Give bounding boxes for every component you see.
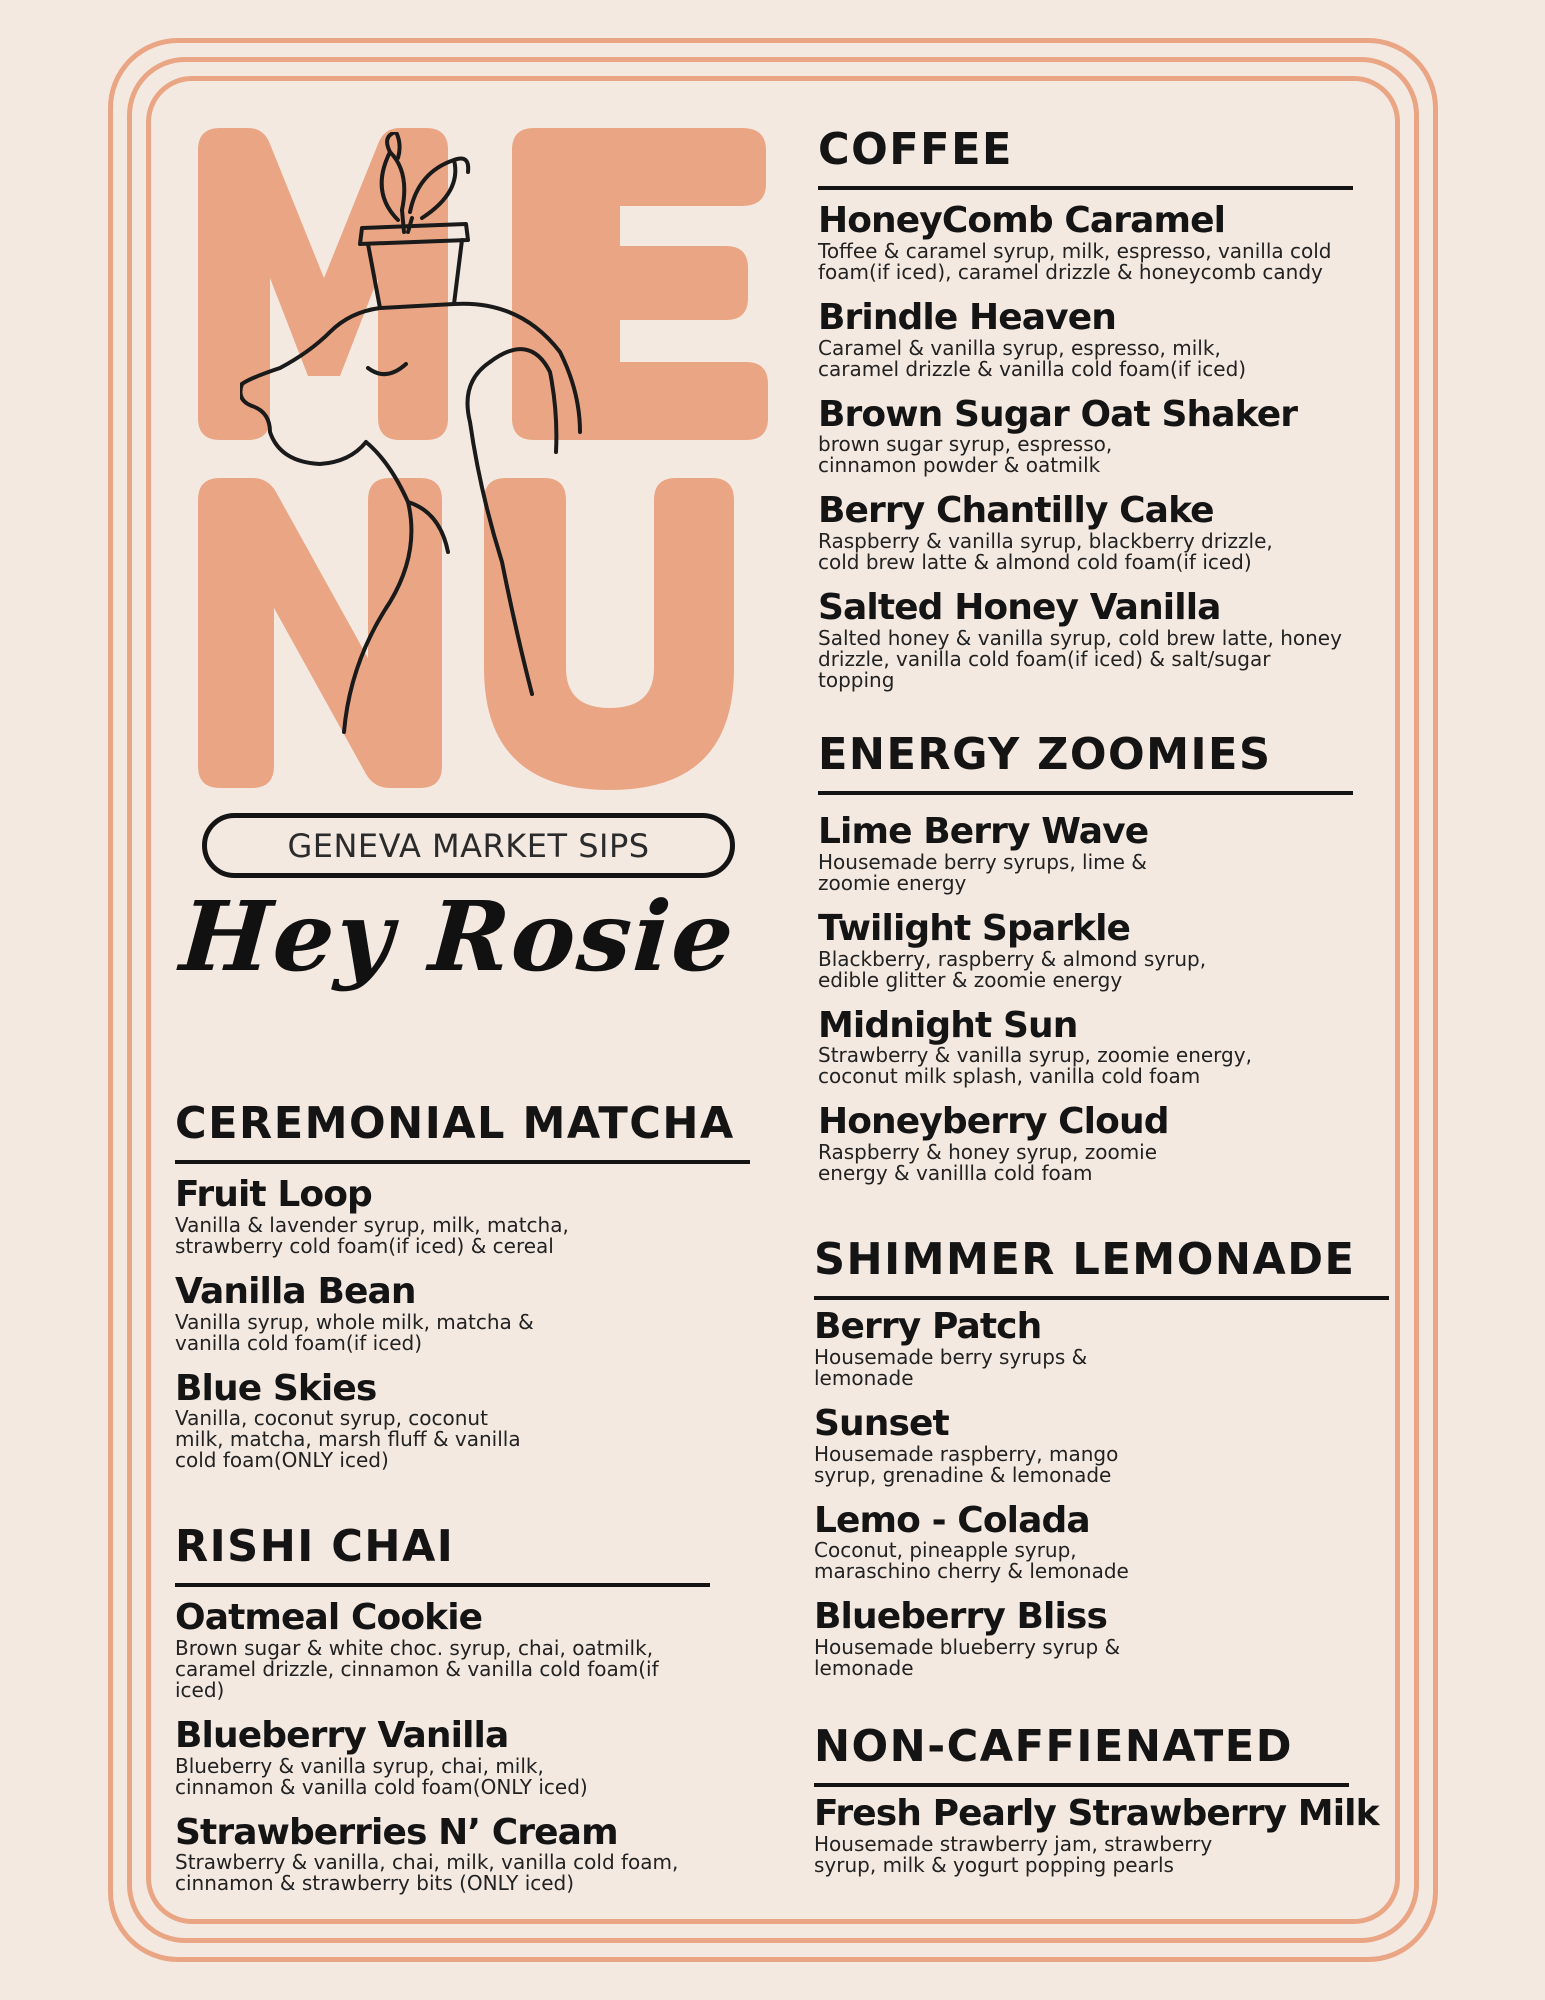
- item-name: Blueberry Vanilla: [175, 1714, 509, 1756]
- item-description: Salted honey & vanilla syrup, cold brew latte, honey drizzle, vanilla cold foam(if iced) & salt/sugar topping: [818, 625, 1342, 692]
- item-name: Lime Berry Wave: [818, 811, 1149, 852]
- item-description: Vanilla, coconut syrup, coconut milk, matcha, marsh fluff & vanilla cold foam(ONLY iced): [175, 1406, 521, 1473]
- menu-item: [814, 1793, 1379, 1877]
- menu-item: [814, 1402, 1389, 1487]
- menu-item: [814, 1598, 1389, 1679]
- section-title: SHIMMER LEMONADE: [814, 1234, 1356, 1285]
- section-title: CEREMONIAL MATCHA: [175, 1098, 735, 1149]
- menu-item: [818, 296, 1353, 381]
- item-name: Brown Sugar Oat Shaker: [818, 393, 1298, 435]
- item-name: Fruit Loop: [175, 1174, 372, 1215]
- section-energy-zoomies: [818, 729, 1353, 1200]
- section-title: NON-CAFFIENATED: [814, 1721, 1293, 1772]
- item-description: Housemade blueberry syrup & lemonade: [814, 1635, 1121, 1681]
- section-ceremonial-matcha: [175, 1098, 750, 1487]
- market-label: GENEVA MARKET SIPS: [287, 826, 650, 865]
- item-name: Midnight Sun: [818, 1004, 1078, 1046]
- item-description: Housemade berry syrups & lemonade: [814, 1344, 1088, 1390]
- section-divider: [818, 186, 1353, 190]
- menu-item: [818, 907, 1353, 992]
- section-title: COFFEE: [818, 124, 1013, 175]
- section-title: RISHI CHAI: [175, 1521, 455, 1572]
- item-description: Brown sugar & white choc. syrup, chai, oatmilk, caramel drizzle, cinnamon & vanilla cold foam(if iced): [175, 1635, 659, 1702]
- market-label-pill: [202, 813, 735, 878]
- item-description: brown sugar syrup, espresso, cinnamon powder & oatmilk: [818, 432, 1113, 478]
- section-rishi-chai: [175, 1521, 710, 1910]
- item-name: Lemo - Colada: [814, 1499, 1090, 1541]
- menu-item: [175, 1811, 710, 1896]
- item-description: Blueberry & vanilla syrup, chai, milk, cinnamon & vanilla cold foam(ONLY iced): [175, 1753, 588, 1799]
- menu-item: [818, 202, 1353, 283]
- item-name: Salted Honey Vanilla: [818, 587, 1221, 629]
- dog-line-illustration: [240, 132, 720, 772]
- section-non-caffienated: [814, 1721, 1379, 1892]
- item-description: Strawberry & vanilla, chai, milk, vanilla cold foam, cinnamon & strawberry bits (ONLY iced): [175, 1850, 679, 1896]
- brand-name: Hey Rosie: [176, 880, 740, 993]
- section-coffee: [818, 124, 1353, 707]
- menu-item: [818, 492, 1353, 573]
- menu-item: [818, 1004, 1353, 1089]
- item-name: Berry Patch: [814, 1306, 1042, 1347]
- item-description: Toffee & caramel syrup, milk, espresso, vanilla cold foam(if iced), caramel drizzle & honeycomb candy: [818, 238, 1332, 284]
- menu-item: [818, 589, 1353, 691]
- item-name: Blueberry Bliss: [814, 1596, 1107, 1638]
- item-name: Berry Chantilly Cake: [818, 490, 1214, 532]
- menu-item: [818, 393, 1353, 478]
- item-name: Vanilla Bean: [175, 1270, 416, 1312]
- item-name: Twilight Sparkle: [818, 907, 1131, 949]
- menu-item: [818, 813, 1353, 894]
- section-divider: [818, 791, 1353, 795]
- menu-item: [814, 1308, 1389, 1389]
- item-name: Honeyberry Cloud: [818, 1101, 1169, 1143]
- item-description: Housemade raspberry, mango syrup, grenadine & lemonade: [814, 1441, 1119, 1487]
- item-description: Coconut, pineapple syrup, maraschino cherry & lemonade: [814, 1538, 1129, 1584]
- menu-item: [175, 1599, 710, 1701]
- item-name: Fresh Pearly Strawberry Milk: [814, 1793, 1379, 1834]
- menu-item: [814, 1499, 1389, 1584]
- item-description: Blackberry, raspberry & almond syrup, edible glitter & zoomie energy: [818, 946, 1207, 992]
- section-divider: [814, 1296, 1389, 1300]
- menu-item: [175, 1176, 750, 1257]
- item-description: Strawberry & vanilla syrup, zoomie energy, coconut milk splash, vanilla cold foam: [818, 1043, 1252, 1089]
- item-description: Housemade strawberry jam, strawberry syrup, milk & yogurt popping pearls: [814, 1831, 1213, 1877]
- menu-item: [175, 1367, 750, 1473]
- item-name: HoneyComb Caramel: [818, 200, 1226, 241]
- item-name: Blue Skies: [175, 1367, 377, 1409]
- item-name: Strawberries N’ Cream: [175, 1811, 618, 1853]
- item-description: Raspberry & vanilla syrup, blackberry drizzle, cold brew latte & almond cold foam(if iced): [818, 529, 1273, 575]
- item-name: Brindle Heaven: [818, 296, 1116, 338]
- item-name: Oatmeal Cookie: [175, 1597, 483, 1638]
- menu-item: [175, 1270, 750, 1355]
- item-name: Sunset: [814, 1402, 949, 1444]
- item-description: Caramel & vanilla syrup, espresso, milk, caramel drizzle & vanilla cold foam(if iced): [818, 335, 1247, 381]
- section-divider: [814, 1783, 1349, 1787]
- section-shimmer-lemonade: [814, 1234, 1389, 1695]
- item-description: Vanilla & lavender syrup, milk, matcha, strawberry cold foam(if iced) & cereal: [175, 1212, 569, 1258]
- menu-item: [175, 1714, 710, 1799]
- item-description: Housemade berry syrups, lime & zoomie energy: [818, 849, 1147, 895]
- item-description: Vanilla syrup, whole milk, matcha & vanilla cold foam(if iced): [175, 1309, 534, 1355]
- section-divider: [175, 1160, 750, 1164]
- section-title: ENERGY ZOOMIES: [818, 729, 1272, 780]
- item-description: Raspberry & honey syrup, zoomie energy & vanillla cold foam: [818, 1140, 1158, 1186]
- menu-item: [818, 1103, 1353, 1184]
- section-divider: [175, 1583, 710, 1587]
